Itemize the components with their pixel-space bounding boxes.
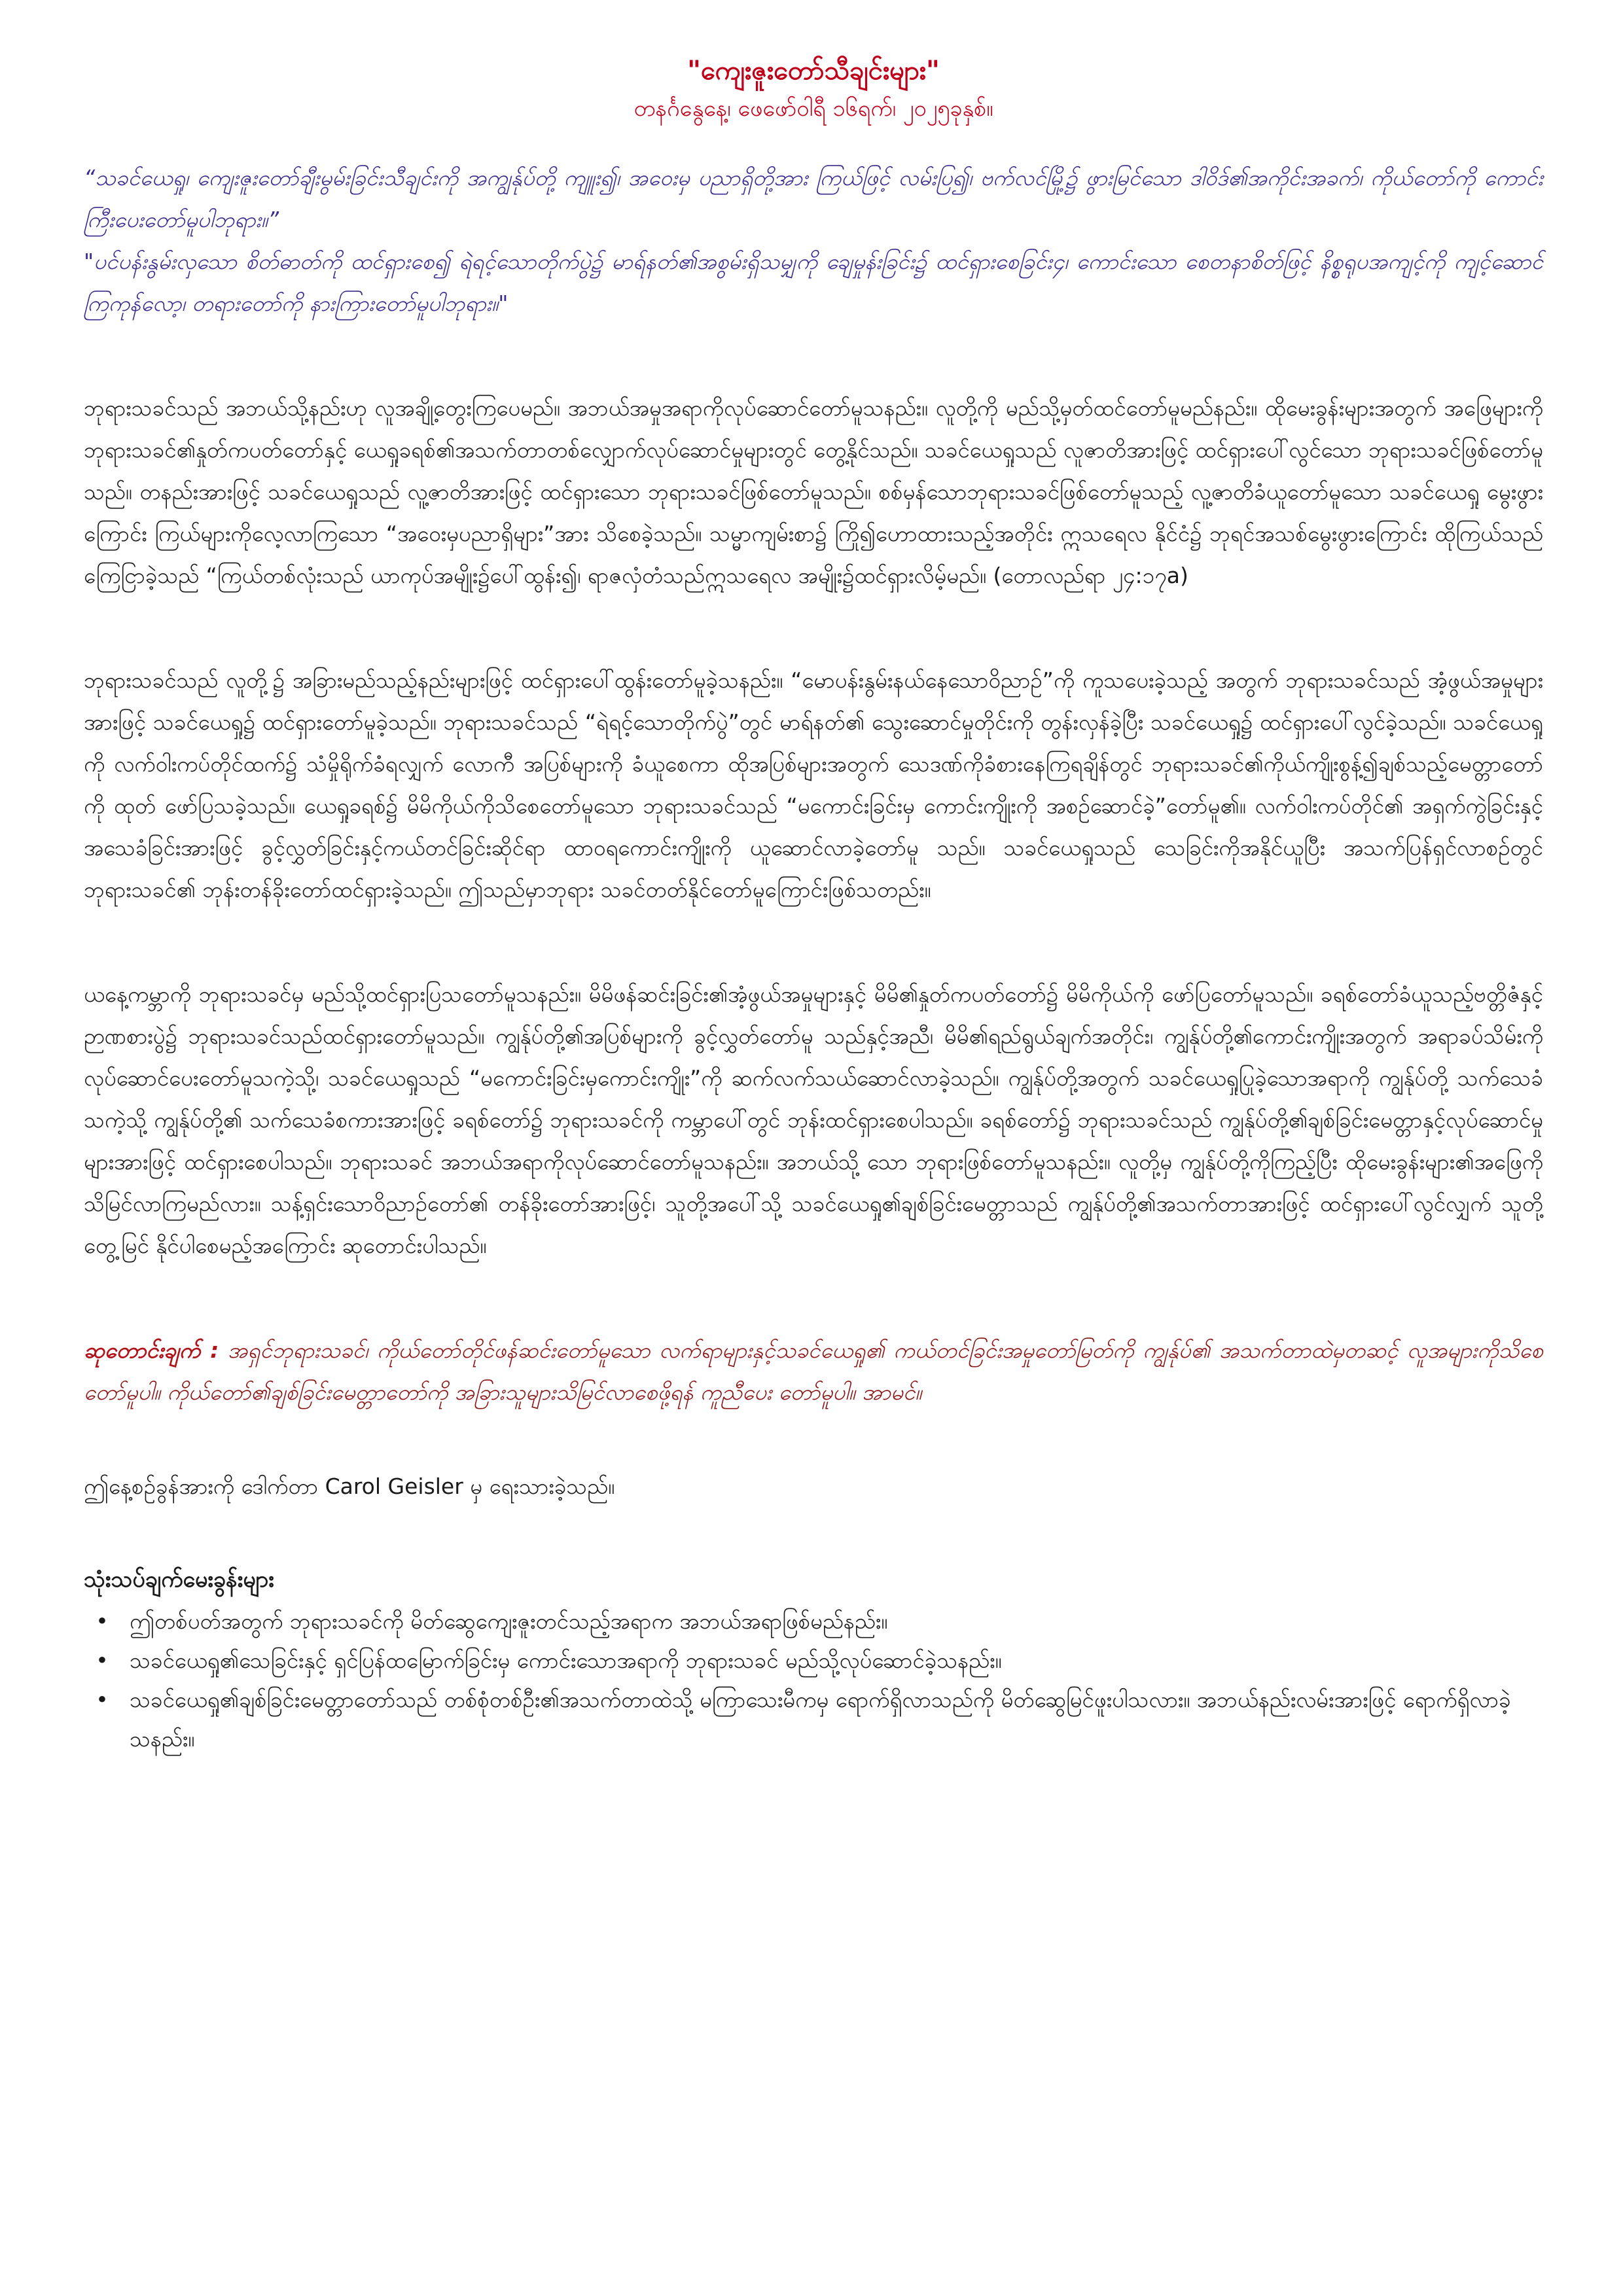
- body-paragraph-2: ဘုရားသခင်သည် လူတို့၌ အခြားမည်သည့်နည်းများဖြင့် ထင်ရှားပေါ်ထွန်းတော်မူခဲ့သနည်း။ “မောပန်းနွမ်းနယ်နေသောဝိညာဉ်”ကို ကူသပေးခဲ့သည့် အတွက် ဘုရားသခင်သည် အံ့ဖွယ်အမှုများအားဖြင့် သခင်ယေရှု၌ ထင်ရှားတော်မူခဲ့သည်။ ဘုရားသခင်သည် “ရဲရင့်သောတိုက်ပွဲ”တွင် မာရ်နတ်၏ သွေးဆောင်မှုတိုင်းကို တွန်းလှန်ခဲ့ပြီး သခင်ယေရှု၌ ထင်ရှားပေါ်လွင်ခဲ့သည်။ သခင်ယေရှုကို လက်ဝါးကပ်တိုင်ထက်၌ သံမှိုရိုက်ခံရလျှက် လောကီ အပြစ်များကို ခံယူစေကာ ထိုအပြစ်များအတွက် သေဒဏ်ကိုခံစားနေကြရချိန်တွင် ဘုရားသခင်၏ကိုယ်ကျိုးစွန့်၍ချစ်သည့်မေတ္တာတော်ကို ထုတ် ဖော်ပြသခဲ့သည်။ ယေရှုခရစ်၌ မိမိကိုယ်ကိုသိစေတော်မူသော ဘုရားသခင်သည် “မကောင်းခြင်းမှ ကောင်းကျိုးကို အစဉ်ဆောင်ခဲ့”တော်မူ၏။ လက်ဝါးကပ်တိုင်၏ အရှက်ကွဲခြင်းနှင့်အသေခံခြင်းအားဖြင့် ခွင့်လွှတ်ခြင်းနှင့်ကယ်တင်ခြင်းဆိုင်ရာ ထာဝရကောင်းကျိုးကို ယူဆောင်လာခဲ့တော်မူ သည်။ သခင်ယေရှုသည် သေခြင်းကိုအနိုင်ယူပြီး အသက်ပြန်ရှင်လာစဉ်တွင် ဘုရားသခင်၏ ဘုန်းတန်ခိုးတော်ထင်ရှားခဲ့သည်။ ဤသည်မှာဘုရား သခင်တတ်နိုင်တော်မူကြောင်းဖြစ်သတည်း။: [84, 667, 1543, 902]
- prayer-label: ဆုတောင်းချက် :: [84, 1337, 219, 1363]
- quote-1: “သခင်ယေရှု၊ ကျေးဇူးတော်ချီးမွမ်းခြင်းသီချင်းကို အကျွန်ုပ်တို့ ကျူး၍၊ အဝေးမှ ပညာရှိတို့အား ကြယ်ဖြင့် လမ်းပြ၍၊ ဗက်လင်မြို့၌ ဖွားမြင်သော ဒါဝိဒ်၏အကိုင်းအခက်၊ ကိုယ်တော်ကို ကောင်းကြီးပေးတော်မူပါဘုရား။”: [84, 165, 1543, 232]
- list-item: [96, 1602, 1543, 1641]
- page-date: တနင်္ဂနွေနေ့၊ ဖေဖော်ဝါရီ ၁၆ရက်၊ ၂၀၂၅ခုနှစ်။: [633, 96, 993, 122]
- prayer: [84, 1330, 1543, 1413]
- question-1: ဤတစ်ပတ်အတွက် ဘုရားသခင်ကို မိတ်ဆွေကျေးဇူးတင်သည့်အရာက အဘယ်အရာဖြစ်မည်နည်း။: [130, 1608, 888, 1634]
- question-2: သခင်ယေရှု၏သေခြင်းနှင့် ရှင်ပြန်ထမြောက်ခြင်းမှ ကောင်းသောအရာကို ဘုရားသခင် မည်သို့လုပ်ဆောင်ခဲ့သနည်း။: [130, 1648, 1002, 1673]
- quote-2: "ပင်ပန်းနွမ်းလှသော စိတ်ဓာတ်ကို ထင်ရှားစေ၍ ရဲရင့်သောတိုက်ပွဲ၌ မာရ်နတ်၏အစွမ်းရှိသမျှကို ချေမှုန်းခြင်း၌ ထင်ရှားစေခြင်း၄၊ ကောင်းသော စေတနာစိတ်ဖြင့် နိစ္စရုပအကျင့်ကို ကျင့်ဆောင်ကြကုန်လော့၊ တရားတော်ကို နားကြားတော်မူပါဘုရား။": [84, 249, 1543, 316]
- questions-heading: သုံးသပ်ချက်မေးခွန်းများ: [84, 1566, 274, 1593]
- opening-quotes: [84, 157, 1543, 325]
- list-item: [96, 1680, 1543, 1759]
- list-item: [96, 1641, 1543, 1680]
- author-credit: ဤနေ့စဉ်ခွန်အားကို ဒေါက်တာ Carol Geisler မှ ရေးသားခဲ့သည်။: [84, 1474, 615, 1499]
- body-paragraph-3: ယနေ့ကမ္ဘာကို ဘုရားသခင်မှ မည်သို့ထင်ရှားပြသတော်မူသနည်း။ မိမိဖန်ဆင်းခြင်း၏အံ့ဖွယ်အမှုများနှင့် မိမိ၏နှုတ်ကပတ်တော်၌ မိမိကိုယ်ကို ဖော်ပြတော်မူသည်။ ခရစ်တော်ခံယူသည့်ဗတ္တိဇံနှင့် ဉာဏစားပွဲ၌ ဘုရားသခင်သည်ထင်ရှားတော်မူသည်။ ကျွန်ုပ်တို့၏အပြစ်များကို ခွင့်လွှတ်တော်မူ သည်နှင့်အညီ၊ မိမိ၏ရည်ရွယ်ချက်အတိုင်း၊ ကျွန်ုပ်တို့၏ကောင်းကျိုးအတွက် အရာခပ်သိမ်းကို လုပ်ဆောင်ပေးတော်မူသကဲ့သို့၊ သခင်ယေရှုသည် “မကောင်းခြင်းမှကောင်းကျိုး”ကို ဆက်လက်သယ်ဆောင်လာခဲ့သည်။ ကျွန်ုပ်တို့အတွက် သခင်ယေရှုပြုခဲ့သောအရာကို ကျွန်ုပ်တို့ သက်သေခံ သကဲ့သို့ ကျွန်ုပ်တို့၏ သက်သေခံစကားအားဖြင့် ခရစ်တော်၌ ဘုရားသခင်ကို ကမ္ဘာပေါ်တွင် ဘုန်းထင်ရှားစေပါသည်။ ခရစ်တော်၌ ဘုရားသခင်သည် ကျွန်ုပ်တို့၏ချစ်ခြင်းမေတ္တာနှင့်လုပ်ဆောင်မှုများအားဖြင့် ထင်ရှားစေပါသည်။ ဘုရားသခင် အဘယ်အရာကိုလုပ်ဆောင်တော်မူသနည်း။ အဘယ်သို့ သော ဘုရားဖြစ်တော်မူသနည်း။ လူတို့မှ ကျွန်ုပ်တို့ကိုကြည့်ပြီး ထိုမေးခွန်းများ၏အဖြေကို သိမြင်လာကြမည်လား။ သန့်ရှင်းသောဝိညာဉ်တော်၏ တန်ခိုးတော်အားဖြင့်၊ သူတို့အပေါ်သို့ သခင်ယေရှု၏ချစ်ခြင်းမေတ္တာသည် ကျွန်ုပ်တို့၏အသက်တာအားဖြင့် ထင်ရှားပေါ်လွင်လျှက် သူတို့တွေ့မြင် နိုင်ပါစေမည့်အကြောင်း ဆုတောင်းပါသည်။: [84, 981, 1543, 1258]
- body-paragraph-1: ဘုရားသခင်သည် အဘယ်သို့နည်းဟု လူအချို့တွေးကြပေမည်။ အဘယ်အမှုအရာကိုလုပ်ဆောင်တော်မူသနည်း။ လူတို့ကို မည်သို့မှတ်ထင်တော်မူမည်နည်း။ ထိုမေးခွန်းများအတွက် အဖြေများကို ဘုရားသခင်၏နှုတ်ကပတ်တော်နှင့် ယေရှုခရစ်၏အသက်တာတစ်လျှောက်လုပ်ဆောင်မှုများတွင် တွေ့နိုင်သည်။ သခင်ယေရှုသည် လူဇာတိအားဖြင့် ထင်ရှားပေါ်လွင်သော ဘုရားသခင်ဖြစ်တော်မူသည်။ တနည်းအားဖြင့် သခင်ယေရှုသည် လူ့ဇာတိအားဖြင့် ထင်ရှားသော ဘုရားသခင်ဖြစ်တော်မူသည်။ စစ်မှန်သောဘုရားသခင်ဖြစ်တော်မူသည့် လူ့ဇာတိခံယူတော်မူသော သခင်ယေရှု မွေးဖွားကြောင်း ကြယ်များကိုလေ့လာကြသော “အဝေးမှပညာရှိများ”အား သိစေခဲ့သည်။ သမ္မာကျမ်းစာ၌ ကြို၍ဟောထားသည့်အတိုင်း ဣသရေလ နိုင်ငံ၌ ဘုရင်အသစ်မွေးဖွားကြောင်း ထိုကြယ်သည် ကြေငြာခဲ့သည် “ကြယ်တစ်လုံးသည် ယာကုပ်အမျိုး၌ပေါ်ထွန်း၍၊ ရာဇလှံတံသည်ဣသရေလ အမျိုး၌ထင်ရှားလိမ့်မည်။ (တောလည်ရာ ၂၄:၁၇a): [84, 395, 1543, 588]
- questions-list: [84, 1602, 1543, 1759]
- question-3: သခင်ယေရှု၏ချစ်ခြင်းမေတ္တာတော်သည် တစ်စုံတစ်ဦး၏အသက်တာထဲသို့ မကြာသေးမီကမှ ရောက်ရှိလာသည်ကို မိတ်ဆွေမြင်ဖူးပါသလား။ အဘယ်နည်းလမ်းအားဖြင့် ရောက်ရှိလာခဲ့သနည်း။: [130, 1687, 1511, 1752]
- page-title: "ကျေးဇူးတော်သီချင်းများ": [687, 56, 940, 86]
- document-content: [84, 52, 1543, 1759]
- bullet-icon: •: [96, 1648, 109, 1673]
- bullet-icon: •: [96, 1608, 109, 1634]
- prayer-text: အရှင်ဘုရားသခင်၊ ကိုယ်တော်တိုင်ဖန်ဆင်းတော်မူသော လက်ရာများနှင့်သခင်ယေရှု၏ ကယ်တင်ခြင်းအမှုတော်မြတ်ကို ကျွန်ုပ်၏ အသက်တာထဲမှတဆင့် လူအများကိုသိစေတော်မူပါ။ ကိုယ်တော်၏ချစ်ခြင်းမေတ္တာတော်ကို အခြားသူများသိမြင်လာစေဖို့ရန် ကူညီပေး တော်မူပါ။ အာမင်။: [84, 1337, 1543, 1405]
- bullet-icon: •: [96, 1687, 109, 1712]
